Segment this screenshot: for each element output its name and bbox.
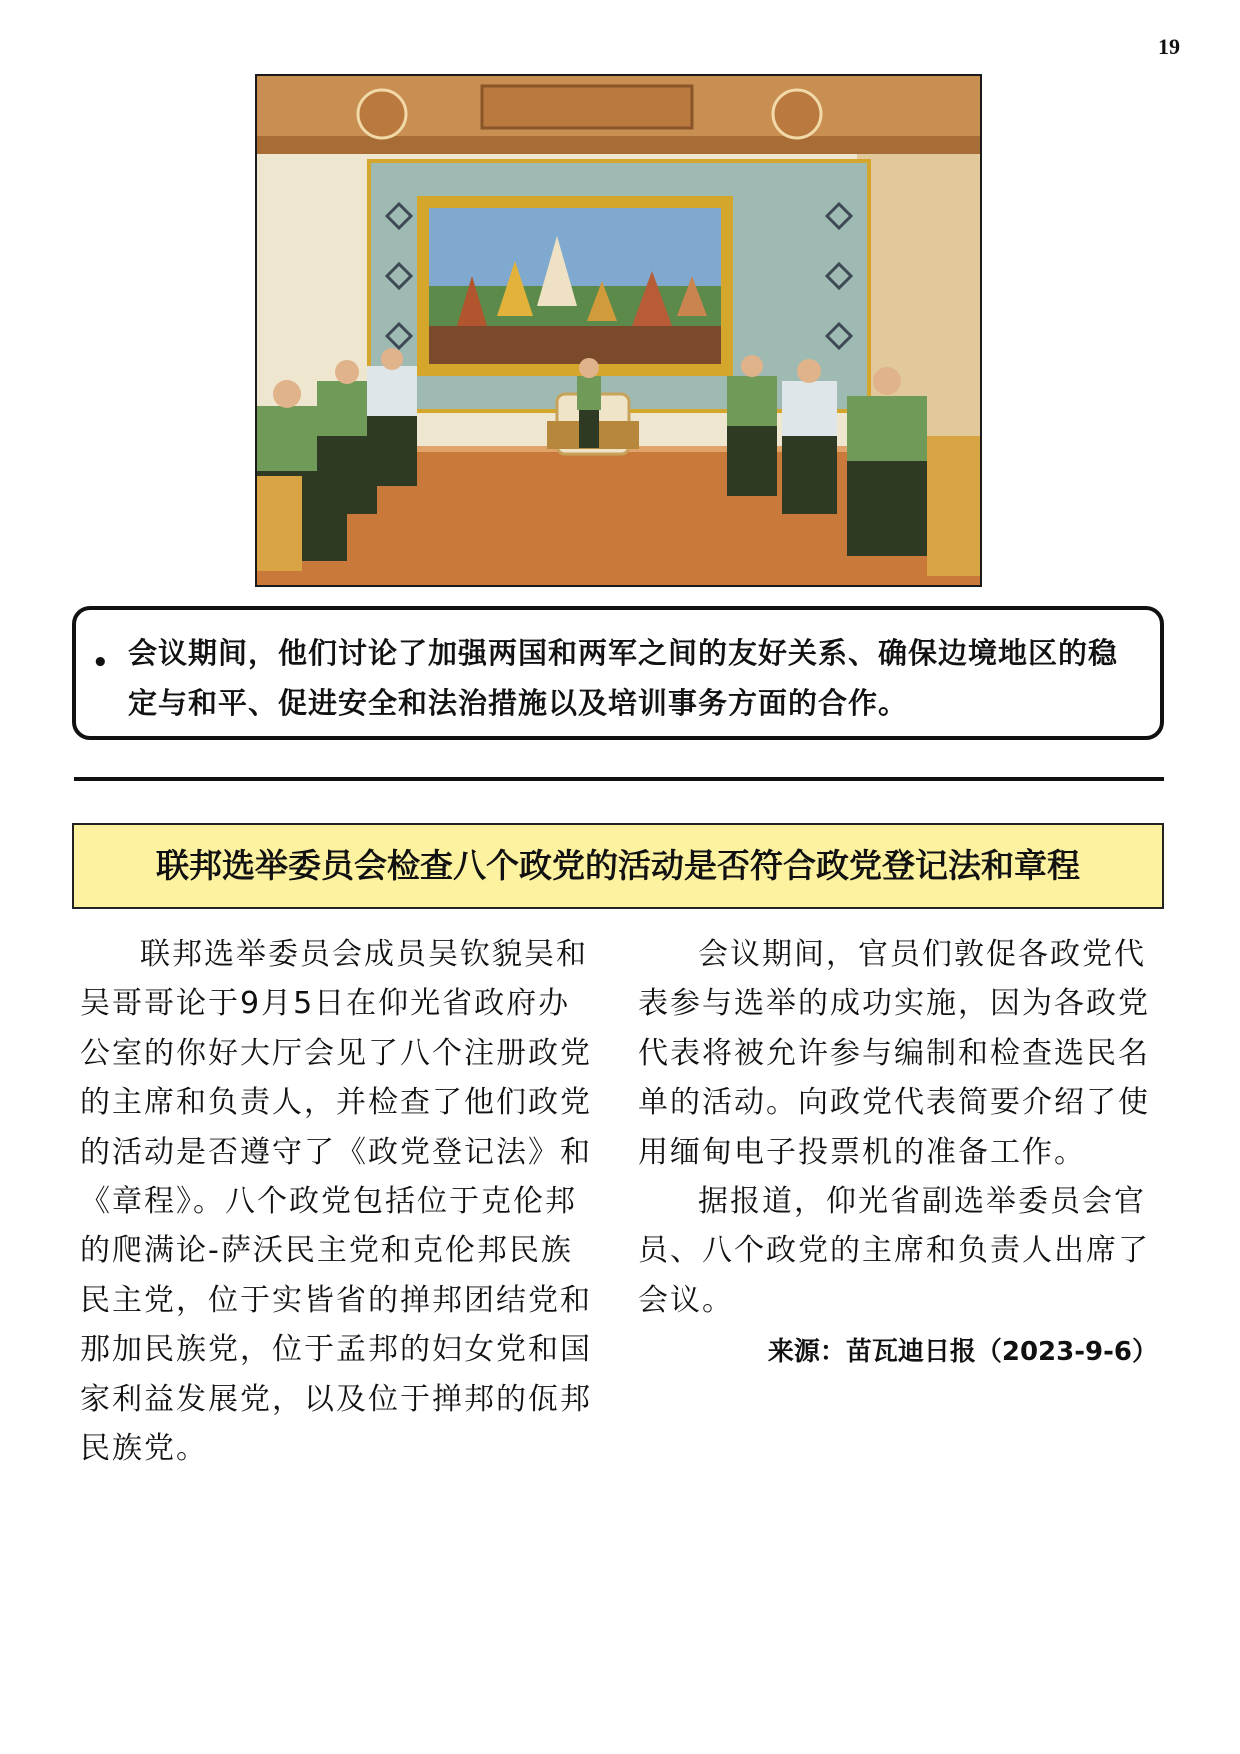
article-paragraph: 会议期间，官员们敦促各政党代表参与选举的成功实施，因为各政党代表将被允许参与编制和检查选民名单的活动。向政党代表简要介绍了使用缅甸电子投票机的准备工作。 xyxy=(638,937,1150,1170)
meeting-photo xyxy=(255,74,982,587)
article-source: 来源：苗瓦迪日报（2023-9-6） xyxy=(767,1337,1158,1368)
article-paragraph: 联邦选举委员会成员吴钦貌吴和吴哥哥论于9月5日在仰光省政府办公室的你好大厅会见了八个注册政党的主席和负责人，并检查了他们政党的活动是否遵守了《政党登记法》和《章程》。八个政党包括位于克伦邦的爬满论-萨沃民主党和克伦邦民族民主党，位于实皆省的掸邦团结党和那加民族党，位于孟邦的妇女党和国家利益发展党，以及位于掸邦的佤邦民族党。 xyxy=(80,937,592,1467)
article-left-column xyxy=(80,930,600,1473)
emblem-left-icon xyxy=(358,90,406,138)
summary-text: 会议期间，他们讨论了加强两国和两军之间的友好关系、确保边境地区的稳定与和平、促进安全和法治措施以及培训事务方面的合作。 xyxy=(128,636,1119,720)
emblem-right-icon xyxy=(773,90,821,138)
article-headline: 联邦选举委员会检查八个政党的活动是否符合政党登记法和章程 xyxy=(72,823,1164,909)
meeting-hall-illustration xyxy=(257,76,980,585)
section-divider xyxy=(74,777,1164,781)
summary-callout xyxy=(72,606,1164,740)
article-paragraph: 据报道，仰光省副选举委员会官员、八个政党的主席和负责人出席了会议。 xyxy=(638,1184,1150,1318)
page-number: 19 xyxy=(1158,34,1180,59)
article-right-column xyxy=(638,930,1158,1373)
bullet-point: • xyxy=(92,648,110,678)
carved-panel xyxy=(482,86,692,128)
